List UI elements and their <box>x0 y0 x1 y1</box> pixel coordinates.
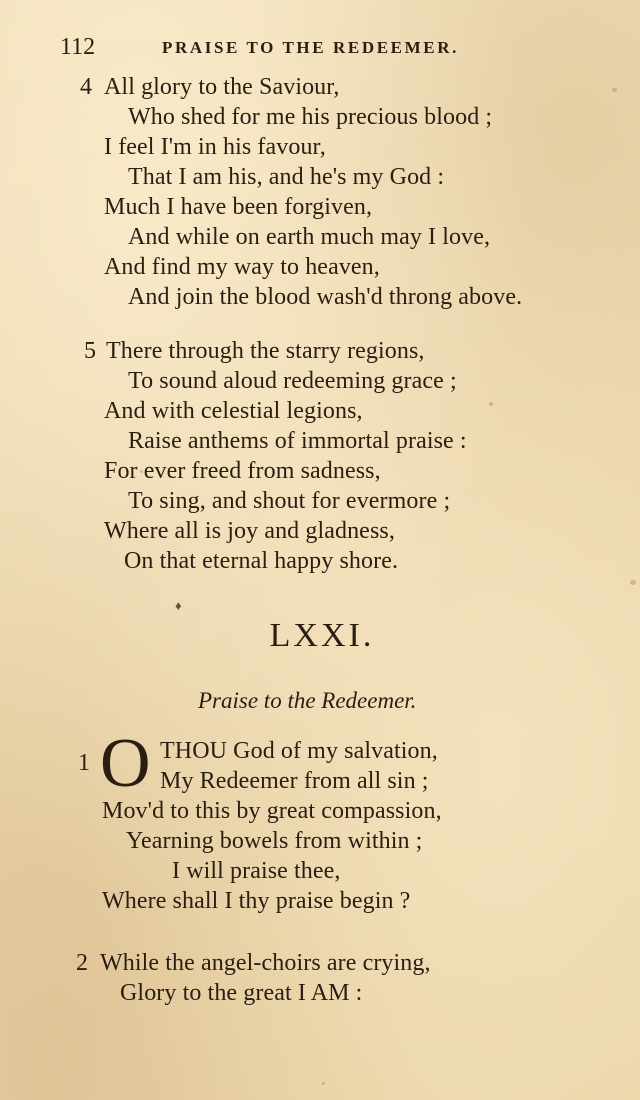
verse-line: THOU God of my salvation, <box>160 738 438 764</box>
running-title: PRAISE TO THE REDEEMER. <box>162 38 459 57</box>
hymn-title: Praise to the Redeemer. <box>198 688 417 713</box>
verse-line: While the angel-choirs are crying, <box>100 950 431 976</box>
page-number: 112 <box>60 34 96 60</box>
verse-line: I feel I'm in his favour, <box>104 134 326 160</box>
verse-line: Where shall I thy praise begin ? <box>102 888 411 914</box>
verse-line: And join the blood wash'd throng above. <box>128 284 523 310</box>
verse-line: Raise anthems of immortal praise : <box>128 428 467 454</box>
verse-line: I will praise thee, <box>172 858 341 884</box>
verse-line: Mov'd to this by great compassion, <box>102 798 442 824</box>
verse-line: To sound aloud redeeming grace ; <box>128 368 457 394</box>
foxing-spot <box>612 88 617 92</box>
verse-line: Glory to the great I AM : <box>120 980 363 1006</box>
verse-number: 5 <box>84 338 96 364</box>
hymn-number: LXXI. <box>269 617 375 654</box>
verse-line: Who shed for me his precious blood ; <box>128 104 493 130</box>
foxing-spot <box>630 580 636 585</box>
verse-line: And with celestial legions, <box>104 398 363 424</box>
verse-line: And while on earth much may I love, <box>128 224 491 250</box>
verse-line: All glory to the Saviour, <box>104 74 340 100</box>
verse-number: 2 <box>76 950 88 976</box>
verse-number: 1 <box>78 750 90 776</box>
foxing-spot <box>322 1082 325 1085</box>
verse-line: For ever freed from sadness, <box>104 458 381 484</box>
verse-line: Much I have been forgiven, <box>104 194 373 220</box>
verse-line: Where all is joy and gladness, <box>104 518 395 544</box>
verse-line: That I am his, and he's my God : <box>128 164 445 190</box>
verse-line: And find my way to heaven, <box>104 254 380 280</box>
verse-line: To sing, and shout for evermore ; <box>128 488 451 514</box>
drop-cap: O <box>100 725 151 802</box>
verse-line: Yearning bowels from within ; <box>126 828 423 854</box>
verse-line: My Redeemer from all sin ; <box>160 768 429 794</box>
foxing-spot <box>489 402 493 406</box>
printer-mark: ♦ <box>175 598 182 613</box>
verse-line: There through the starry regions, <box>106 338 425 364</box>
verse-line: On that eternal happy shore. <box>124 548 399 574</box>
verse-number: 4 <box>80 74 92 100</box>
